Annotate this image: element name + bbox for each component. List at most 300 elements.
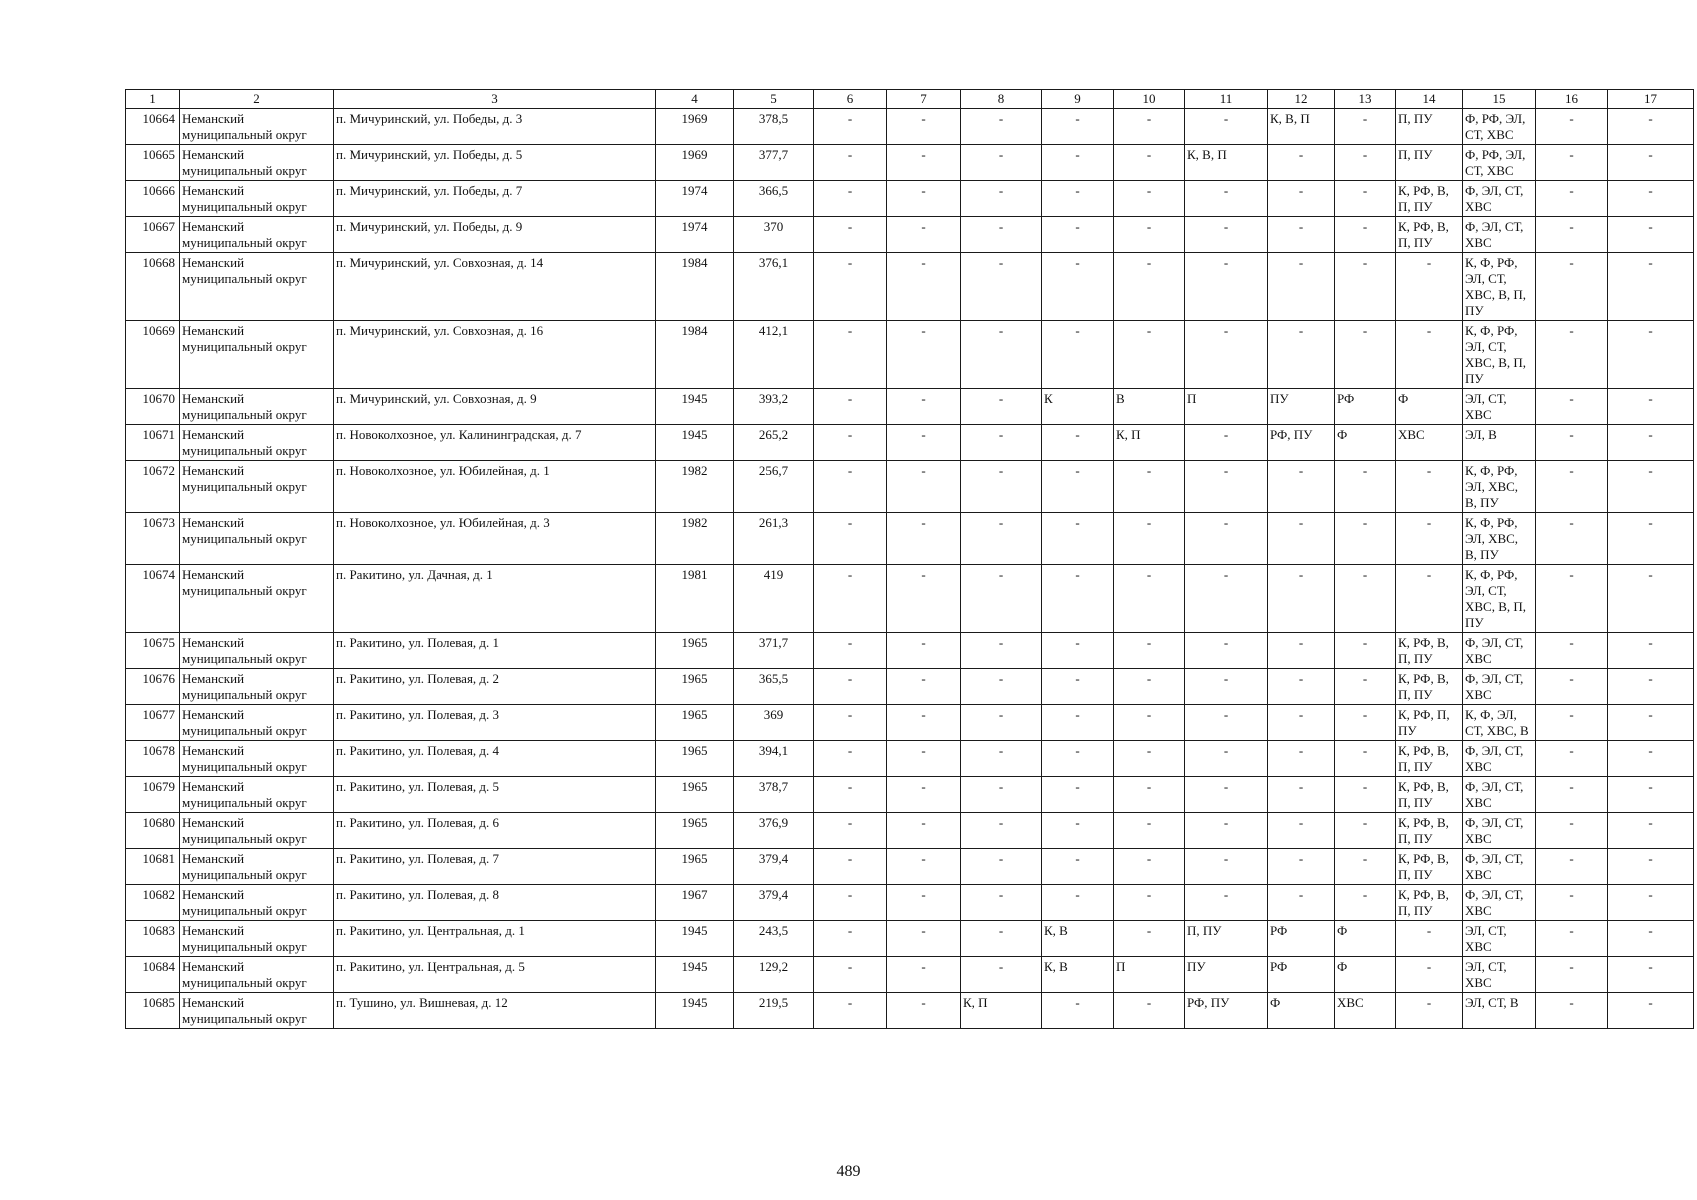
table-cell-col-5: 366,5	[734, 181, 814, 217]
table-cell-col-17: -	[1608, 885, 1694, 921]
table-cell-col-12: -	[1268, 461, 1335, 513]
table-cell-col-1: 10679	[126, 777, 180, 813]
table-cell-col-9: К, В	[1042, 957, 1114, 993]
table-cell-col-5: 261,3	[734, 513, 814, 565]
table-cell-col-14: -	[1396, 921, 1463, 957]
table-cell-col-7: -	[887, 777, 961, 813]
table-cell-col-4: 1969	[656, 145, 734, 181]
column-header-16: 16	[1536, 90, 1608, 109]
table-cell-col-11: -	[1185, 777, 1268, 813]
table-cell-col-4: 1965	[656, 849, 734, 885]
table-cell-col-6: -	[814, 109, 887, 145]
table-row	[126, 777, 1694, 813]
table-cell-col-13: -	[1335, 777, 1396, 813]
table-cell-col-14: К, РФ, В, П, ПУ	[1396, 181, 1463, 217]
table-cell-col-13: -	[1335, 253, 1396, 321]
table-cell-col-9: -	[1042, 633, 1114, 669]
data-table	[125, 89, 1694, 1029]
table-cell-col-17: -	[1608, 389, 1694, 425]
table-cell-col-4: 1984	[656, 253, 734, 321]
table-cell-col-16: -	[1536, 109, 1608, 145]
table-cell-col-7: -	[887, 993, 961, 1029]
table-cell-col-5: 377,7	[734, 145, 814, 181]
table-cell-col-2: Неманский муниципальный округ	[180, 741, 334, 777]
table-cell-col-5: 379,4	[734, 849, 814, 885]
table-cell-col-1: 10674	[126, 565, 180, 633]
page-number: 489	[836, 1163, 861, 1180]
column-header-1: 1	[126, 90, 180, 109]
table-cell-col-8: -	[961, 565, 1042, 633]
table-cell-col-13: -	[1335, 705, 1396, 741]
table-cell-col-9: -	[1042, 565, 1114, 633]
table-cell-col-9: -	[1042, 145, 1114, 181]
table-cell-col-9: -	[1042, 849, 1114, 885]
table-cell-col-10: -	[1114, 461, 1185, 513]
table-cell-col-16: -	[1536, 425, 1608, 461]
table-cell-col-6: -	[814, 321, 887, 389]
table-cell-col-7: -	[887, 885, 961, 921]
table-cell-col-13: -	[1335, 633, 1396, 669]
table-cell-col-2: Неманский муниципальный округ	[180, 253, 334, 321]
table-cell-col-6: -	[814, 705, 887, 741]
table-cell-col-4: 1974	[656, 181, 734, 217]
table-cell-col-11: -	[1185, 813, 1268, 849]
table-cell-col-10: -	[1114, 633, 1185, 669]
table-cell-col-3: п. Мичуринский, ул. Победы, д. 7	[334, 181, 656, 217]
table-cell-col-14: К, РФ, В, П, ПУ	[1396, 777, 1463, 813]
table-cell-col-10: К, П	[1114, 425, 1185, 461]
table-cell-col-1: 10665	[126, 145, 180, 181]
table-cell-col-5: 378,7	[734, 777, 814, 813]
table-cell-col-13: -	[1335, 181, 1396, 217]
table-cell-col-1: 10667	[126, 217, 180, 253]
table-cell-col-1: 10684	[126, 957, 180, 993]
table-cell-col-12: -	[1268, 741, 1335, 777]
table-cell-col-5: 256,7	[734, 461, 814, 513]
table-cell-col-11: РФ, ПУ	[1185, 993, 1268, 1029]
table-cell-col-11: -	[1185, 633, 1268, 669]
table-cell-col-15: Ф, РФ, ЭЛ, СТ, ХВС	[1463, 109, 1536, 145]
table-cell-col-1: 10676	[126, 669, 180, 705]
table-cell-col-14: К, РФ, В, П, ПУ	[1396, 741, 1463, 777]
table-cell-col-3: п. Мичуринский, ул. Победы, д. 3	[334, 109, 656, 145]
table-cell-col-10: -	[1114, 993, 1185, 1029]
table-cell-col-4: 1965	[656, 741, 734, 777]
table-cell-col-16: -	[1536, 321, 1608, 389]
table-cell-col-17: -	[1608, 741, 1694, 777]
table-cell-col-11: -	[1185, 705, 1268, 741]
table-cell-col-4: 1965	[656, 777, 734, 813]
table-cell-col-9: -	[1042, 181, 1114, 217]
table-cell-col-14: -	[1396, 513, 1463, 565]
table-cell-col-12: -	[1268, 217, 1335, 253]
table-cell-col-6: -	[814, 669, 887, 705]
table-cell-col-16: -	[1536, 849, 1608, 885]
table-cell-col-7: -	[887, 849, 961, 885]
table-cell-col-15: ЭЛ, В	[1463, 425, 1536, 461]
table-cell-col-7: -	[887, 217, 961, 253]
table-cell-col-10: -	[1114, 705, 1185, 741]
table-cell-col-6: -	[814, 145, 887, 181]
table-cell-col-1: 10671	[126, 425, 180, 461]
table-cell-col-16: -	[1536, 705, 1608, 741]
table-cell-col-10: -	[1114, 885, 1185, 921]
table-cell-col-7: -	[887, 181, 961, 217]
table-cell-col-16: -	[1536, 565, 1608, 633]
table-row	[126, 425, 1694, 461]
table-body	[126, 109, 1694, 1029]
table-cell-col-13: -	[1335, 565, 1396, 633]
table-cell-col-8: -	[961, 461, 1042, 513]
table-cell-col-1: 10670	[126, 389, 180, 425]
table-cell-col-12: -	[1268, 669, 1335, 705]
table-cell-col-6: -	[814, 849, 887, 885]
table-cell-col-9: К	[1042, 389, 1114, 425]
table-cell-col-13: -	[1335, 461, 1396, 513]
table-cell-col-16: -	[1536, 921, 1608, 957]
table-cell-col-14: -	[1396, 253, 1463, 321]
column-header-2: 2	[180, 90, 334, 109]
table-cell-col-11: -	[1185, 461, 1268, 513]
table-cell-col-4: 1945	[656, 921, 734, 957]
table-cell-col-10: П	[1114, 957, 1185, 993]
column-header-3: 3	[334, 90, 656, 109]
table-cell-col-11: ПУ	[1185, 957, 1268, 993]
table-cell-col-6: -	[814, 565, 887, 633]
column-header-12: 12	[1268, 90, 1335, 109]
table-cell-col-12: РФ	[1268, 957, 1335, 993]
table-cell-col-4: 1965	[656, 633, 734, 669]
table-cell-col-14: К, РФ, П, ПУ	[1396, 705, 1463, 741]
column-header-11: 11	[1185, 90, 1268, 109]
table-cell-col-17: -	[1608, 181, 1694, 217]
table-row	[126, 921, 1694, 957]
table-cell-col-7: -	[887, 321, 961, 389]
table-cell-col-9: -	[1042, 425, 1114, 461]
table-cell-col-7: -	[887, 705, 961, 741]
table-cell-col-5: 243,5	[734, 921, 814, 957]
table-row	[126, 109, 1694, 145]
table-cell-col-13: -	[1335, 849, 1396, 885]
table-cell-col-2: Неманский муниципальный округ	[180, 461, 334, 513]
table-cell-col-12: -	[1268, 253, 1335, 321]
table-cell-col-8: -	[961, 109, 1042, 145]
table-cell-col-5: 129,2	[734, 957, 814, 993]
table-cell-col-17: -	[1608, 461, 1694, 513]
table-cell-col-17: -	[1608, 705, 1694, 741]
table-cell-col-3: п. Ракитино, ул. Полевая, д. 5	[334, 777, 656, 813]
table-cell-col-8: -	[961, 633, 1042, 669]
table-cell-col-10: -	[1114, 849, 1185, 885]
table-cell-col-8: -	[961, 145, 1042, 181]
table-cell-col-14: -	[1396, 957, 1463, 993]
table-cell-col-16: -	[1536, 513, 1608, 565]
table-cell-col-14: П, ПУ	[1396, 145, 1463, 181]
table-cell-col-12: ПУ	[1268, 389, 1335, 425]
table-cell-col-3: п. Мичуринский, ул. Совхозная, д. 9	[334, 389, 656, 425]
table-cell-col-3: п. Новоколхозное, ул. Калининградская, д. 7	[334, 425, 656, 461]
table-cell-col-4: 1945	[656, 425, 734, 461]
table-cell-col-10: -	[1114, 217, 1185, 253]
table-cell-col-11: -	[1185, 669, 1268, 705]
table-cell-col-1: 10678	[126, 741, 180, 777]
table-row	[126, 633, 1694, 669]
table-cell-col-15: К, Ф, РФ, ЭЛ, СТ, ХВС, В, П, ПУ	[1463, 253, 1536, 321]
table-cell-col-5: 379,4	[734, 885, 814, 921]
table-cell-col-3: п. Новоколхозное, ул. Юбилейная, д. 3	[334, 513, 656, 565]
table-cell-col-3: п. Ракитино, ул. Полевая, д. 4	[334, 741, 656, 777]
table-cell-col-3: п. Мичуринский, ул. Совхозная, д. 14	[334, 253, 656, 321]
column-header-7: 7	[887, 90, 961, 109]
table-cell-col-9: -	[1042, 993, 1114, 1029]
table-cell-col-2: Неманский муниципальный округ	[180, 425, 334, 461]
table-row	[126, 705, 1694, 741]
table-cell-col-1: 10675	[126, 633, 180, 669]
table-cell-col-13: ХВС	[1335, 993, 1396, 1029]
table-cell-col-3: п. Тушино, ул. Вишневая, д. 12	[334, 993, 656, 1029]
table-cell-col-2: Неманский муниципальный округ	[180, 513, 334, 565]
table-cell-col-16: -	[1536, 669, 1608, 705]
table-cell-col-12: -	[1268, 705, 1335, 741]
table-cell-col-2: Неманский муниципальный округ	[180, 633, 334, 669]
table-cell-col-14: -	[1396, 993, 1463, 1029]
table-row	[126, 885, 1694, 921]
table-cell-col-9: -	[1042, 513, 1114, 565]
table-cell-col-17: -	[1608, 321, 1694, 389]
table-cell-col-9: -	[1042, 777, 1114, 813]
table-cell-col-11: К, В, П	[1185, 145, 1268, 181]
table-row	[126, 957, 1694, 993]
table-cell-col-6: -	[814, 993, 887, 1029]
table-cell-col-3: п. Мичуринский, ул. Победы, д. 5	[334, 145, 656, 181]
table-cell-col-10: -	[1114, 181, 1185, 217]
table-cell-col-3: п. Мичуринский, ул. Совхозная, д. 16	[334, 321, 656, 389]
table-cell-col-3: п. Ракитино, ул. Полевая, д. 6	[334, 813, 656, 849]
table-row	[126, 461, 1694, 513]
table-cell-col-16: -	[1536, 389, 1608, 425]
table-cell-col-4: 1945	[656, 389, 734, 425]
table-cell-col-9: -	[1042, 217, 1114, 253]
table-cell-col-13: Ф	[1335, 921, 1396, 957]
table-cell-col-16: -	[1536, 217, 1608, 253]
table-cell-col-13: -	[1335, 669, 1396, 705]
table-cell-col-14: П, ПУ	[1396, 109, 1463, 145]
table-row	[126, 513, 1694, 565]
table-cell-col-4: 1967	[656, 885, 734, 921]
table-cell-col-17: -	[1608, 565, 1694, 633]
table-cell-col-9: -	[1042, 253, 1114, 321]
table-cell-col-8: К, П	[961, 993, 1042, 1029]
table-cell-col-3: п. Ракитино, ул. Центральная, д. 1	[334, 921, 656, 957]
column-header-5: 5	[734, 90, 814, 109]
table-cell-col-7: -	[887, 669, 961, 705]
table-cell-col-10: -	[1114, 321, 1185, 389]
table-cell-col-6: -	[814, 921, 887, 957]
table-cell-col-15: Ф, ЭЛ, СТ, ХВС	[1463, 633, 1536, 669]
table-cell-col-16: -	[1536, 741, 1608, 777]
table-row	[126, 565, 1694, 633]
table-cell-col-13: -	[1335, 321, 1396, 389]
table-cell-col-9: -	[1042, 669, 1114, 705]
table-cell-col-7: -	[887, 145, 961, 181]
table-cell-col-3: п. Ракитино, ул. Полевая, д. 2	[334, 669, 656, 705]
table-cell-col-2: Неманский муниципальный округ	[180, 813, 334, 849]
table-cell-col-8: -	[961, 217, 1042, 253]
table-cell-col-17: -	[1608, 217, 1694, 253]
table-cell-col-9: -	[1042, 109, 1114, 145]
table-cell-col-4: 1974	[656, 217, 734, 253]
table-cell-col-7: -	[887, 565, 961, 633]
table-cell-col-11: -	[1185, 565, 1268, 633]
table-cell-col-6: -	[814, 513, 887, 565]
table-row	[126, 321, 1694, 389]
table-cell-col-16: -	[1536, 253, 1608, 321]
table-cell-col-10: В	[1114, 389, 1185, 425]
table-cell-col-1: 10681	[126, 849, 180, 885]
table-cell-col-17: -	[1608, 425, 1694, 461]
table-cell-col-11: -	[1185, 109, 1268, 145]
table-cell-col-1: 10672	[126, 461, 180, 513]
table-cell-col-14: К, РФ, В, П, ПУ	[1396, 813, 1463, 849]
column-header-13: 13	[1335, 90, 1396, 109]
column-header-9: 9	[1042, 90, 1114, 109]
table-cell-col-8: -	[961, 849, 1042, 885]
table-cell-col-11: -	[1185, 849, 1268, 885]
table-cell-col-17: -	[1608, 993, 1694, 1029]
table-cell-col-2: Неманский муниципальный округ	[180, 849, 334, 885]
table-cell-col-6: -	[814, 217, 887, 253]
table-cell-col-4: 1965	[656, 705, 734, 741]
table-cell-col-1: 10666	[126, 181, 180, 217]
table-cell-col-14: -	[1396, 565, 1463, 633]
table-cell-col-6: -	[814, 813, 887, 849]
table-cell-col-2: Неманский муниципальный округ	[180, 217, 334, 253]
header-row	[126, 90, 1694, 109]
table-cell-col-15: Ф, ЭЛ, СТ, ХВС	[1463, 217, 1536, 253]
table-cell-col-10: -	[1114, 109, 1185, 145]
table-cell-col-10: -	[1114, 741, 1185, 777]
table-cell-col-6: -	[814, 253, 887, 321]
table-cell-col-8: -	[961, 921, 1042, 957]
table-cell-col-17: -	[1608, 957, 1694, 993]
table-cell-col-3: п. Ракитино, ул. Центральная, д. 5	[334, 957, 656, 993]
table-cell-col-2: Неманский муниципальный округ	[180, 109, 334, 145]
table-cell-col-15: К, Ф, РФ, ЭЛ, СТ, ХВС, В, П, ПУ	[1463, 321, 1536, 389]
table-cell-col-5: 365,5	[734, 669, 814, 705]
table-cell-col-14: Ф	[1396, 389, 1463, 425]
table-cell-col-8: -	[961, 669, 1042, 705]
table-cell-col-8: -	[961, 389, 1042, 425]
table-cell-col-7: -	[887, 425, 961, 461]
table-cell-col-5: 376,9	[734, 813, 814, 849]
table-cell-col-8: -	[961, 513, 1042, 565]
table-cell-col-16: -	[1536, 145, 1608, 181]
table-cell-col-17: -	[1608, 109, 1694, 145]
table-cell-col-17: -	[1608, 813, 1694, 849]
table-cell-col-15: К, Ф, ЭЛ, СТ, ХВС, В	[1463, 705, 1536, 741]
table-cell-col-9: -	[1042, 813, 1114, 849]
table-cell-col-3: п. Ракитино, ул. Полевая, д. 8	[334, 885, 656, 921]
table-cell-col-3: п. Ракитино, ул. Дачная, д. 1	[334, 565, 656, 633]
table-cell-col-10: -	[1114, 565, 1185, 633]
table-cell-col-5: 393,2	[734, 389, 814, 425]
table-cell-col-10: -	[1114, 253, 1185, 321]
table-cell-col-11: -	[1185, 321, 1268, 389]
table-cell-col-7: -	[887, 813, 961, 849]
table-cell-col-17: -	[1608, 849, 1694, 885]
table-cell-col-13: -	[1335, 217, 1396, 253]
table-cell-col-8: -	[961, 885, 1042, 921]
table-cell-col-1: 10664	[126, 109, 180, 145]
table-cell-col-15: Ф, ЭЛ, СТ, ХВС	[1463, 885, 1536, 921]
table-cell-col-15: Ф, ЭЛ, СТ, ХВС	[1463, 813, 1536, 849]
table-row	[126, 849, 1694, 885]
table-cell-col-1: 10668	[126, 253, 180, 321]
table-cell-col-10: -	[1114, 813, 1185, 849]
table-cell-col-14: К, РФ, В, П, ПУ	[1396, 217, 1463, 253]
table-cell-col-12: -	[1268, 145, 1335, 181]
table-cell-col-14: К, РФ, В, П, ПУ	[1396, 669, 1463, 705]
table-cell-col-3: п. Мичуринский, ул. Победы, д. 9	[334, 217, 656, 253]
table-cell-col-6: -	[814, 777, 887, 813]
table-cell-col-1: 10683	[126, 921, 180, 957]
table-cell-col-14: -	[1396, 321, 1463, 389]
table-cell-col-6: -	[814, 461, 887, 513]
table-cell-col-7: -	[887, 633, 961, 669]
table-cell-col-8: -	[961, 741, 1042, 777]
table-cell-col-5: 419	[734, 565, 814, 633]
column-header-17: 17	[1608, 90, 1694, 109]
table-cell-col-16: -	[1536, 957, 1608, 993]
table-cell-col-5: 370	[734, 217, 814, 253]
table-cell-col-15: К, Ф, РФ, ЭЛ, ХВС, В, ПУ	[1463, 461, 1536, 513]
table-cell-col-16: -	[1536, 885, 1608, 921]
column-header-8: 8	[961, 90, 1042, 109]
table-cell-col-14: К, РФ, В, П, ПУ	[1396, 849, 1463, 885]
table-cell-col-15: ЭЛ, СТ, ХВС	[1463, 921, 1536, 957]
table-cell-col-17: -	[1608, 145, 1694, 181]
table-cell-col-9: -	[1042, 461, 1114, 513]
table-cell-col-4: 1965	[656, 813, 734, 849]
table-cell-col-5: 371,7	[734, 633, 814, 669]
table-cell-col-1: 10673	[126, 513, 180, 565]
table-cell-col-8: -	[961, 425, 1042, 461]
table-cell-col-15: Ф, РФ, ЭЛ, СТ, ХВС	[1463, 145, 1536, 181]
table-cell-col-12: -	[1268, 777, 1335, 813]
table-row	[126, 993, 1694, 1029]
column-header-15: 15	[1463, 90, 1536, 109]
table-cell-col-2: Неманский муниципальный округ	[180, 921, 334, 957]
table-cell-col-8: -	[961, 777, 1042, 813]
table-cell-col-5: 412,1	[734, 321, 814, 389]
table-cell-col-10: -	[1114, 145, 1185, 181]
column-header-10: 10	[1114, 90, 1185, 109]
table-cell-col-1: 10682	[126, 885, 180, 921]
table-cell-col-11: -	[1185, 513, 1268, 565]
table-cell-col-8: -	[961, 321, 1042, 389]
table-cell-col-17: -	[1608, 669, 1694, 705]
table-cell-col-15: Ф, ЭЛ, СТ, ХВС	[1463, 669, 1536, 705]
table-cell-col-16: -	[1536, 461, 1608, 513]
table-cell-col-8: -	[961, 957, 1042, 993]
table-cell-col-14: ХВС	[1396, 425, 1463, 461]
table-cell-col-1: 10677	[126, 705, 180, 741]
table-cell-col-9: К, В	[1042, 921, 1114, 957]
table-cell-col-7: -	[887, 741, 961, 777]
table-cell-col-15: ЭЛ, СТ, ХВС	[1463, 957, 1536, 993]
table-cell-col-17: -	[1608, 253, 1694, 321]
table-cell-col-9: -	[1042, 741, 1114, 777]
